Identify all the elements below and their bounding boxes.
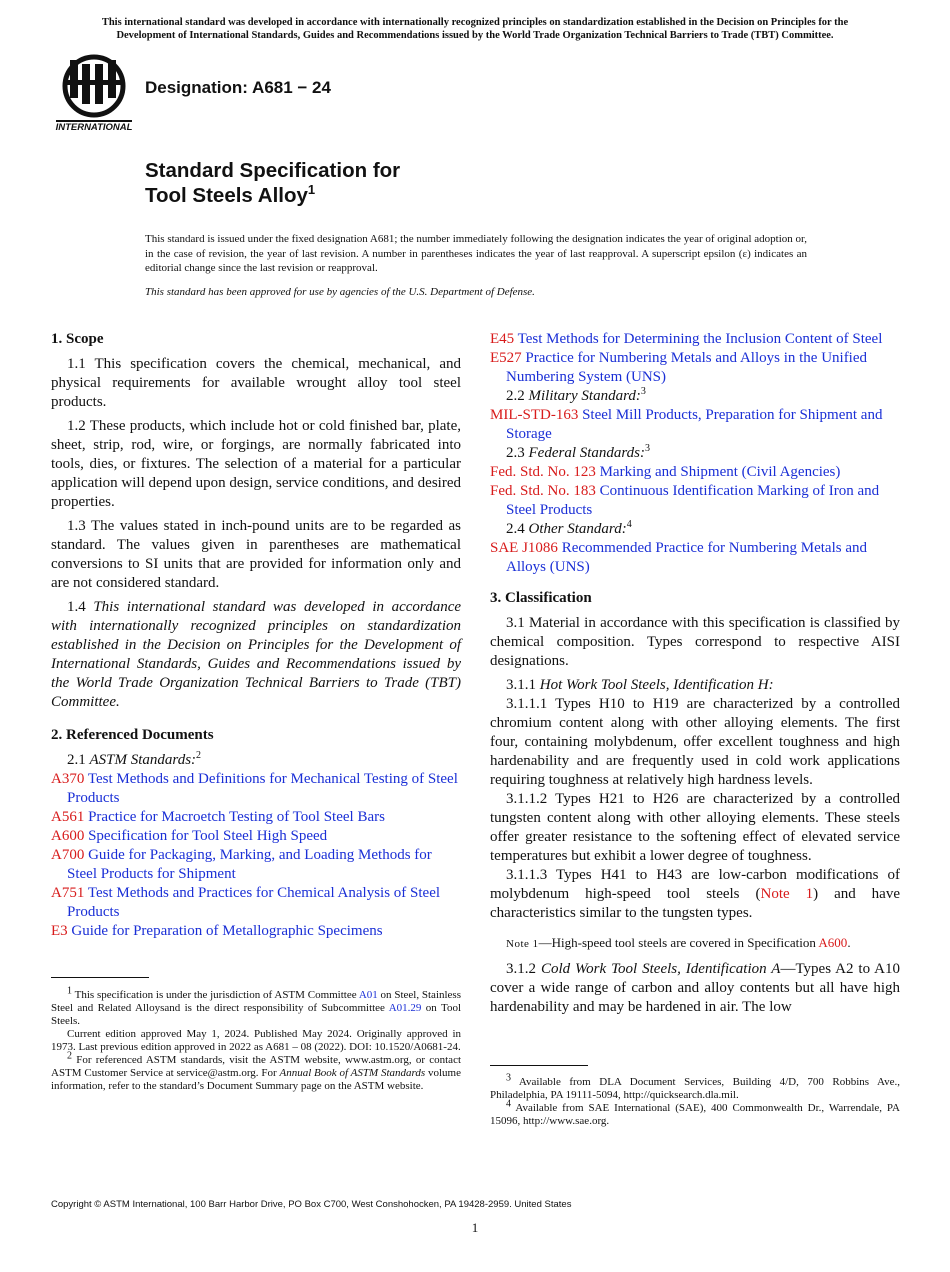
reference-item-a370 <box>51 770 461 808</box>
military-reference-list <box>490 406 900 444</box>
footnote-4: $^4$ Available from SAE International (SAE), 400 Commonwealth Dr., Warrendale, PA 15096, http://www.sae.org. <box>490 1098 900 1127</box>
subsection-2-4: 2.4 Other Standard:$^4$ <box>506 519 632 537</box>
paragraph-1-2: 1.2 These products, which include hot or cold finished bar, plate, sheet, strip, rod, wire, or forgings, are normally fabricated into tools, dies, or fixtures. The selection of a material for a particular application will depend upon design, service conditions, and desired properties. <box>51 418 461 510</box>
astm-reference-list <box>51 770 461 941</box>
top-notice-line-1: This international standard was developed in accordance with internationally recognized principles on standardization established in the Decision on Principles for the <box>101 17 849 28</box>
document-title <box>145 158 400 208</box>
footnote-2: $^2$ For referenced ASTM standards, visit the ASTM website, www.astm.org, or contact ASTM Customer Service at service@astm.org. For Annual Book of ASTM Standards volume information, refer to the standard’s Document Summary page on the ASTM website. <box>51 1050 462 1092</box>
left-column <box>51 330 461 941</box>
reference-item-e527 <box>490 349 900 387</box>
footnote-1: $^1$ This specification is under the jurisdiction of ASTM Committee A01 on Steel, Stainless Steel and Related Alloysand is the direct responsibility of Subcommittee A01.29 on Tool Steels. <box>51 985 461 1027</box>
page-number: 1 <box>471 1220 479 1235</box>
reference-code-link[interactable]: A561 <box>51 809 85 825</box>
reference-title-link[interactable]: Specification for Tool Steel High Speed <box>88 828 328 844</box>
reference-code-link[interactable]: A600 <box>51 828 85 844</box>
federal-reference-list <box>490 463 900 520</box>
reference-code-link[interactable]: Fed. Std. No. 123 <box>490 464 596 480</box>
footnote-1-edition: Current edition approved May 1, 2024. Published May 2024. Originally approved in 1973. Last previous edition approved in 2022 as A681 – 08 (2022). DOI: 10.1520/A0681-24. <box>51 1028 461 1053</box>
note-1-link[interactable]: Note 1 <box>760 886 814 902</box>
other-reference-list <box>490 539 900 577</box>
reference-title-link[interactable]: Guide for Packaging, Marking, and Loading Methods for Steel Products for Shipment <box>67 847 432 882</box>
title-footnote-ref[interactable]: 1 <box>307 182 316 198</box>
reference-item <box>490 539 900 577</box>
issuance-statement: This standard is issued under the fixed designation A681; the number immediately following the designation indicates the year of original adoption or, in the case of revision, the year of last revision. A number in parentheses indicates the year of last reapproval. A superscript epsilon (ε) indicates an editorial change since the last revision or reapproval. <box>145 233 807 274</box>
reference-code-link[interactable]: A370 <box>51 771 85 787</box>
note-1: Note 1—High-speed tool steels are covered in Specification A600. <box>506 935 851 950</box>
reference-title-link[interactable]: Recommended Practice for Numbering Metals and Alloys (UNS) <box>506 540 868 575</box>
reference-item-e45 <box>490 330 900 349</box>
footnotes-left <box>51 985 462 1093</box>
reference-item-a600 <box>51 827 461 846</box>
logo-wordmark: INTERNATIONAL <box>55 122 133 132</box>
reference-item-a751 <box>51 884 461 922</box>
section-heading-classification: 3. Classification <box>490 590 592 606</box>
astm-logo-icon <box>52 54 136 132</box>
reference-code-link[interactable]: SAE J1086 <box>490 540 558 556</box>
section-heading-scope: 1. Scope <box>51 331 104 347</box>
reference-title-link[interactable]: Test Methods for Determining the Inclusion Content of Steel <box>517 331 883 347</box>
committee-a01-link[interactable]: A01 <box>358 989 378 1001</box>
reference-code-link[interactable]: E45 <box>490 331 515 347</box>
paragraph-3-1-1-3: 3.1.1.3 Types H41 to H43 are low-carbon modifications of molybdenum high-speed tool steels (Note 1) and have characteristics similar to the tungsten types. <box>490 867 900 921</box>
astm-reference-list-continued <box>490 330 900 387</box>
reference-title-link[interactable]: Guide for Preparation of Metallographic Specimens <box>71 923 383 939</box>
title-line-1: Standard Specification for <box>145 159 401 182</box>
paragraph-3-1: 3.1 Material in accordance with this specification is classified by chemical composition. Types correspond to respective AISI designations. <box>490 615 900 669</box>
footnote-divider-right <box>490 1065 588 1066</box>
designation: Designation: A681 − 24 <box>145 78 331 97</box>
paragraph-3-1-1: 3.1.1 Hot Work Tool Steels, Identification H: <box>506 677 774 693</box>
paragraph-3-1-1-1: 3.1.1.1 Types H10 to H19 are characterized by a controlled chromium content along with other alloying elements. The first four, containing molybdenum, offer excellent toughness and high hardenability and are frequently used in cold work applications requiring toughness at relatively high hardness levels. <box>490 696 900 788</box>
copyright: Copyright © ASTM International, 100 Barr Harbor Drive, PO Box C700, West Conshohocken, PA 19428-2959. United States <box>51 1199 572 1210</box>
reference-code-link[interactable]: E527 <box>490 350 522 366</box>
title-line-2: Tool Steels Alloy$^1$ <box>145 182 316 207</box>
footnote-divider-left <box>51 977 149 978</box>
section-heading-referenced: 2. Referenced Documents <box>51 727 214 743</box>
paragraph-3-1-1-2: 3.1.1.2 Types H21 to H26 are characterized by a controlled tungsten content along with other alloying elements. These steels offer greater resistance to the softening effect of elevated service temperatures but exhibit a lower degree of toughness. <box>490 791 900 864</box>
approval-statement: This standard has been approved for use by agencies of the U.S. Department of Defense. <box>145 286 535 298</box>
reference-code-link[interactable]: Fed. Std. No. 183 <box>490 483 596 499</box>
paragraph-1-4: 1.4 This international standard was developed in accordance with internationally recognized principles on standardization established in the Decision on Principles for the Development of International Standards, Guides and Recommendations issued by the World Trade Organization Technical Barriers to Trade (TBT) Committee. <box>51 599 462 710</box>
reference-title-link[interactable]: Marking and Shipment (Civil Agencies) <box>599 464 841 480</box>
footnotes-right <box>490 1072 900 1128</box>
paragraph-1-1: 1.1 This specification covers the chemical, mechanical, and physical requirements for available wrought alloy tool steel products. <box>51 356 461 410</box>
reference-title-link[interactable]: Test Methods and Definitions for Mechanical Testing of Steel Products <box>67 771 458 806</box>
reference-title-link[interactable]: Practice for Numbering Metals and Alloys in the Unified Numbering System (UNS) <box>506 350 868 385</box>
reference-item <box>490 406 900 444</box>
reference-code-link[interactable]: A751 <box>51 885 85 901</box>
top-notice-line-2: Development of International Standards, Guides and Recommendations issued by the World Trade Organization Technical Barriers to Trade (TBT) Committee. <box>116 30 834 41</box>
reference-title-link[interactable]: Practice for Macroetch Testing of Tool Steel Bars <box>88 809 385 825</box>
reference-item <box>490 463 900 482</box>
reference-code-link[interactable]: MIL-STD-163 <box>490 407 579 423</box>
reference-title-link[interactable]: Steel Mill Products, Preparation for Shipment and Storage <box>506 407 883 442</box>
paragraph-1-3: 1.3 The values stated in inch-pound units are to be regarded as standard. The values given in parentheses are mathematical conversions to SI units that are provided for information only and are not considered standard. <box>51 518 461 591</box>
subsection-2-2: 2.2 Military Standard:$^3$ <box>506 386 646 404</box>
subsection-2-3: 2.3 Federal Standards:$^3$ <box>506 443 651 461</box>
reference-title-link[interactable]: Continuous Identification Marking of Iron and Steel Products <box>506 483 880 518</box>
note-a600-link[interactable]: A600 <box>818 935 848 950</box>
subcommittee-a0129-link[interactable]: A01.29 <box>388 1002 422 1014</box>
footnote-3: $^3$ Available from DLA Document Services, Building 4/D, 700 Robbins Ave., Philadelphia, PA 19111-5094, http://quicksearch.dla.mil. <box>490 1072 900 1101</box>
reference-code-link[interactable]: A700 <box>51 847 85 863</box>
reference-item-a561 <box>51 808 461 827</box>
reference-item-a700 <box>51 846 461 884</box>
reference-title-link[interactable]: Test Methods and Practices for Chemical Analysis of Steel Products <box>67 885 441 920</box>
reference-item <box>490 482 900 520</box>
top-notice <box>40 16 910 42</box>
reference-item-e3 <box>51 922 461 941</box>
reference-code-link[interactable]: E3 <box>51 923 68 939</box>
paragraph-3-1-2: 3.1.2 Cold Work Tool Steels, Identification A—Types A2 to A10 cover a wide range of carbon and alloy contents but all have high hardenability and may be hardened in air. The low <box>490 961 901 1015</box>
subsection-2-1: 2.1 ASTM Standards:$^2$ <box>67 750 202 768</box>
astm-logo <box>52 54 136 132</box>
right-column <box>490 330 900 1022</box>
